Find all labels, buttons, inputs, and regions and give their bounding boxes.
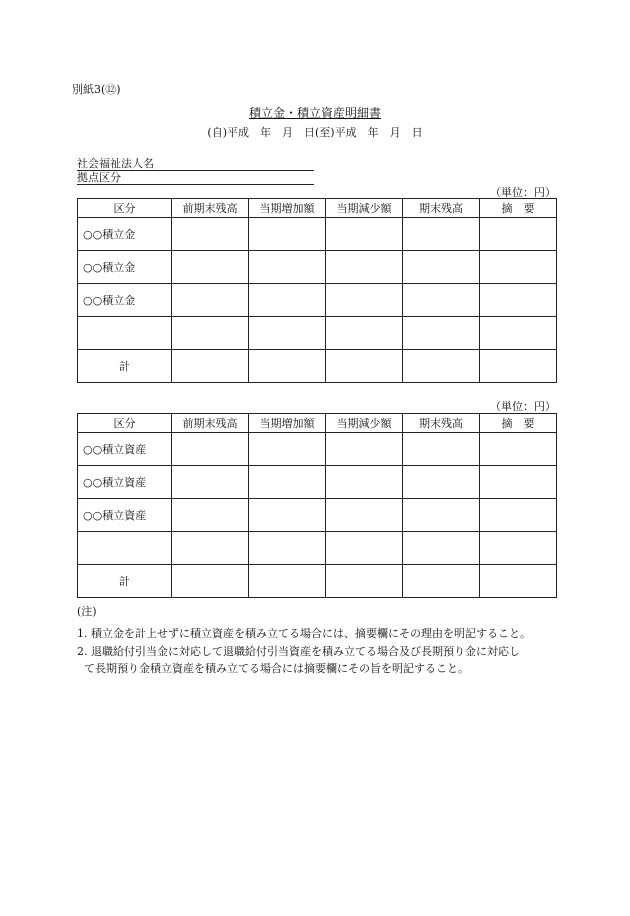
row-label: ○○積立資産: [78, 499, 172, 532]
table-row: [78, 284, 557, 317]
unit-label-2: （単位：円）: [490, 400, 556, 413]
page-title: [0, 104, 630, 121]
col-header-increase: 当期増加額: [249, 199, 326, 218]
total-row: [78, 350, 557, 383]
table-row: [78, 532, 557, 565]
table-row: [78, 499, 557, 532]
col-header-prior-balance: 前期末残高: [172, 414, 249, 433]
row-label: [78, 532, 172, 565]
table-header-row: [78, 199, 557, 218]
col-header-category: 区分: [78, 414, 172, 433]
col-header-ending-balance: 期末残高: [403, 414, 480, 433]
reserve-fund-table: [77, 198, 557, 383]
table-row: [78, 218, 557, 251]
col-header-decrease: 当期減少額: [326, 414, 403, 433]
total-label: 計: [78, 350, 172, 383]
row-label: ○○積立金: [78, 218, 172, 251]
row-label: [78, 317, 172, 350]
table-header-row: [78, 414, 557, 433]
row-label: ○○積立資産: [78, 466, 172, 499]
table-row: [78, 433, 557, 466]
total-label: 計: [78, 565, 172, 598]
notes-heading: (注): [77, 605, 97, 618]
base-division-field: 拠点区分: [77, 171, 314, 185]
col-header-ending-balance: 期末残高: [403, 199, 480, 218]
col-header-remarks: 摘 要: [480, 199, 557, 218]
document-id: 別紙3(⑫): [72, 83, 121, 96]
col-header-prior-balance: 前期末残高: [172, 199, 249, 218]
col-header-increase: 当期増加額: [249, 414, 326, 433]
col-header-decrease: 当期減少額: [326, 199, 403, 218]
table-row: [78, 466, 557, 499]
total-row: [78, 565, 557, 598]
corporation-name-field: 社会福祉法人名: [77, 157, 314, 171]
table-row: [78, 251, 557, 284]
row-label: ○○積立資産: [78, 433, 172, 466]
col-header-category: 区分: [78, 199, 172, 218]
period-line: (自)平成 年 月 日(至)平成 年 月 日: [207, 126, 423, 139]
col-header-remarks: 摘 要: [480, 414, 557, 433]
table-row: [78, 317, 557, 350]
note-1: 1. 積立金を計上せずに積立資産を積み立てる場合には、摘要欄にその理由を明記すること。: [77, 627, 531, 640]
note-2-continued: て長期預り金積立資産を積み立てる場合には摘要欄にその旨を明記すること。: [84, 662, 469, 675]
unit-label-1: （単位：円）: [490, 186, 556, 199]
reserve-asset-table: [77, 413, 557, 598]
row-label: ○○積立金: [78, 284, 172, 317]
row-label: ○○積立金: [78, 251, 172, 284]
note-2: 2. 退職給付引当金に対応して退職給付引当資産を積み立てる場合及び長期預り金に対応し: [77, 645, 520, 658]
page-title-text: 積立金・積立資産明細書: [248, 106, 381, 120]
